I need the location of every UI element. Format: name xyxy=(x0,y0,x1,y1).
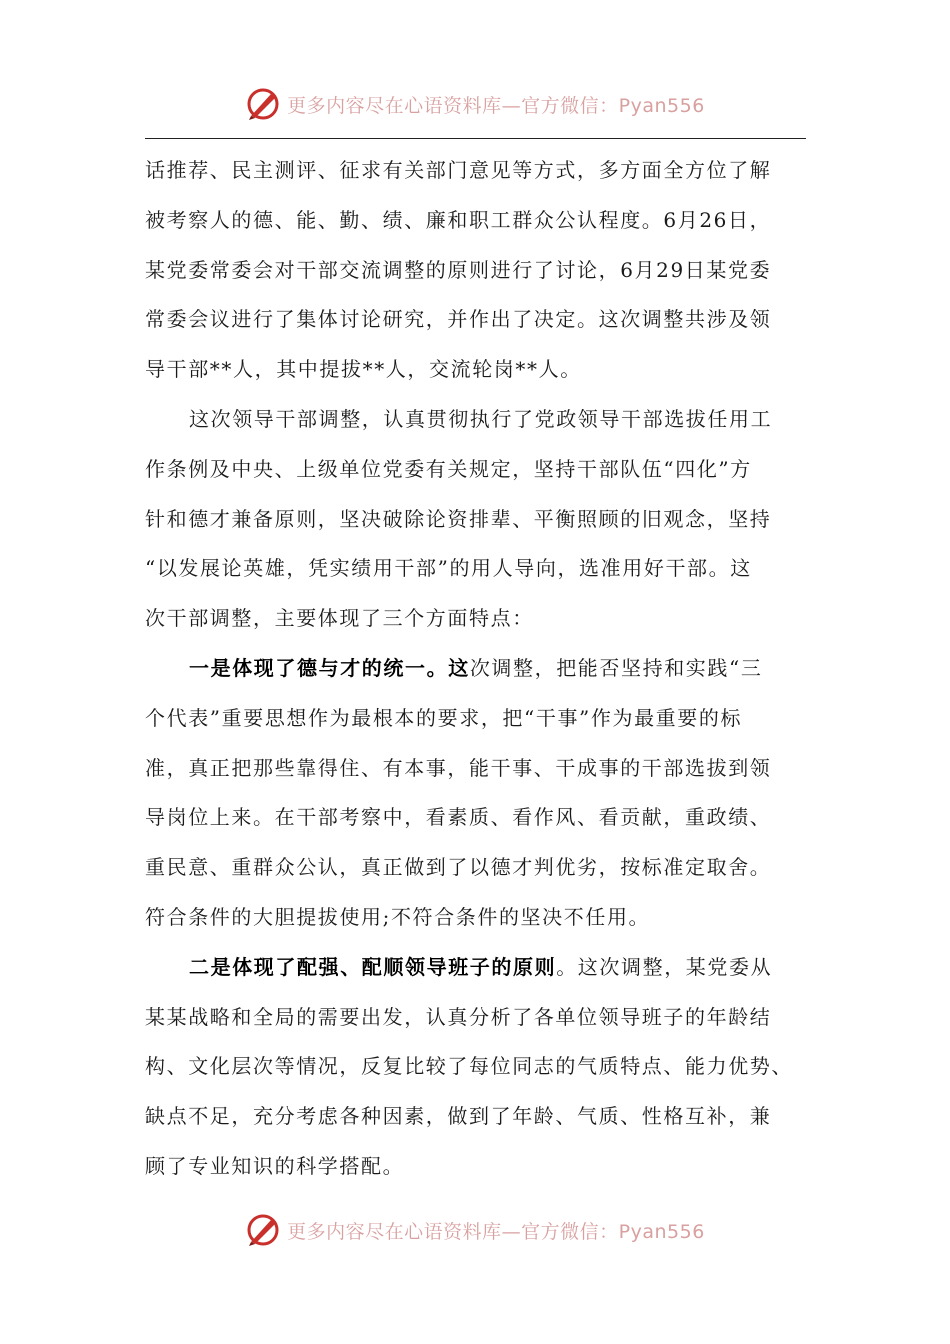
bold-lead: 一是体现了德与才的统一。这 xyxy=(189,655,470,680)
watermark-id: Pyan556 xyxy=(618,94,705,117)
bold-lead: 二是体现了配强、配顺领导班子的原则 xyxy=(189,954,557,979)
text-line xyxy=(145,993,810,1043)
line-text: 常委会议进行了集体讨论研究，并作出了决定。这次调整共涉及领 xyxy=(145,307,772,332)
line-text: 准，真正把那些靠得住、有本事，能干事、干成事的干部选拔到领 xyxy=(145,755,772,780)
text-line xyxy=(145,943,810,993)
line-text: 导岗位上来。在干部考察中，看素质、看作风、看贡献，重政绩、 xyxy=(145,805,772,830)
line-text: 导干部**人，其中提拔**人，交流轮岗**人。 xyxy=(145,357,582,382)
line-text: 符合条件的大胆提拔使用;不符合条件的坚决不任用。 xyxy=(145,904,651,929)
text-line xyxy=(145,644,810,694)
watermark-text: 更多内容尽在心语资料库—官方微信： xyxy=(287,1220,619,1243)
line-text: 某某战略和全局的需要出发，认真分析了各单位领导班子的年龄结 xyxy=(145,1004,772,1029)
line-text: 被考察人的德、能、勤、绩、廉和职工群众公认程度。6月26日， xyxy=(145,207,772,232)
text-line xyxy=(145,196,810,246)
line-text: 针和德才兼备原则，坚决破除论资排辈、平衡照顾的旧观念，坚持 xyxy=(145,506,772,531)
watermark-text: 更多内容尽在心语资料库—官方微信： xyxy=(287,94,619,117)
line-text: 次调整，把能否坚持和实践“三 xyxy=(469,655,763,680)
footer-watermark xyxy=(0,1208,950,1252)
text-line xyxy=(145,1092,810,1142)
line-text: 。这次调整，某党委从 xyxy=(556,954,773,979)
line-text: 这次领导干部调整，认真贯彻执行了党政领导干部选拔任用工 xyxy=(189,406,773,431)
text-line xyxy=(145,146,810,196)
document-body xyxy=(145,146,810,1192)
pen-logo-icon xyxy=(245,86,281,122)
line-text: 作条例及中央、上级单位党委有关规定，坚持干部队伍“四化”方 xyxy=(145,456,752,481)
text-line xyxy=(145,843,810,893)
text-line xyxy=(145,893,810,943)
text-line xyxy=(145,793,810,843)
text-line xyxy=(145,1142,810,1192)
text-line xyxy=(145,495,810,545)
line-text: 缺点不足，充分考虑各种因素，做到了年龄、气质、性格互补，兼 xyxy=(145,1104,772,1129)
line-text: 个代表”重要思想作为最根本的要求，把“干事”作为最重要的标 xyxy=(145,705,743,730)
header-watermark xyxy=(0,82,950,126)
line-text: 重民意、重群众公认，真正做到了以德才判优劣，按标准定取舍。 xyxy=(145,855,772,880)
text-line xyxy=(145,395,810,445)
line-text: 次干部调整，主要体现了三个方面特点： xyxy=(145,606,534,631)
header-rule xyxy=(145,138,806,139)
text-line xyxy=(145,295,810,345)
line-text: 某党委常委会对干部交流调整的原则进行了讨论，6月29日某党委 xyxy=(145,257,772,282)
text-line xyxy=(145,744,810,794)
line-text: 话推荐、民主测评、征求有关部门意见等方式，多方面全方位了解 xyxy=(145,158,772,182)
text-line xyxy=(145,246,810,296)
text-line xyxy=(145,1042,810,1092)
pen-logo-icon xyxy=(245,1212,281,1248)
line-text: 顾了专业知识的科学搭配。 xyxy=(145,1153,405,1178)
text-line xyxy=(145,694,810,744)
watermark-id: Pyan556 xyxy=(618,1220,705,1243)
text-line xyxy=(145,445,810,495)
text-line xyxy=(145,544,810,594)
line-text: 构、文化层次等情况，反复比较了每位同志的气质特点、能力优势、 xyxy=(145,1054,793,1079)
line-text: “以发展论英雄，凭实绩用干部”的用人导向，选准用好干部。这 xyxy=(145,556,752,581)
text-line xyxy=(145,594,810,644)
text-line xyxy=(145,345,810,395)
